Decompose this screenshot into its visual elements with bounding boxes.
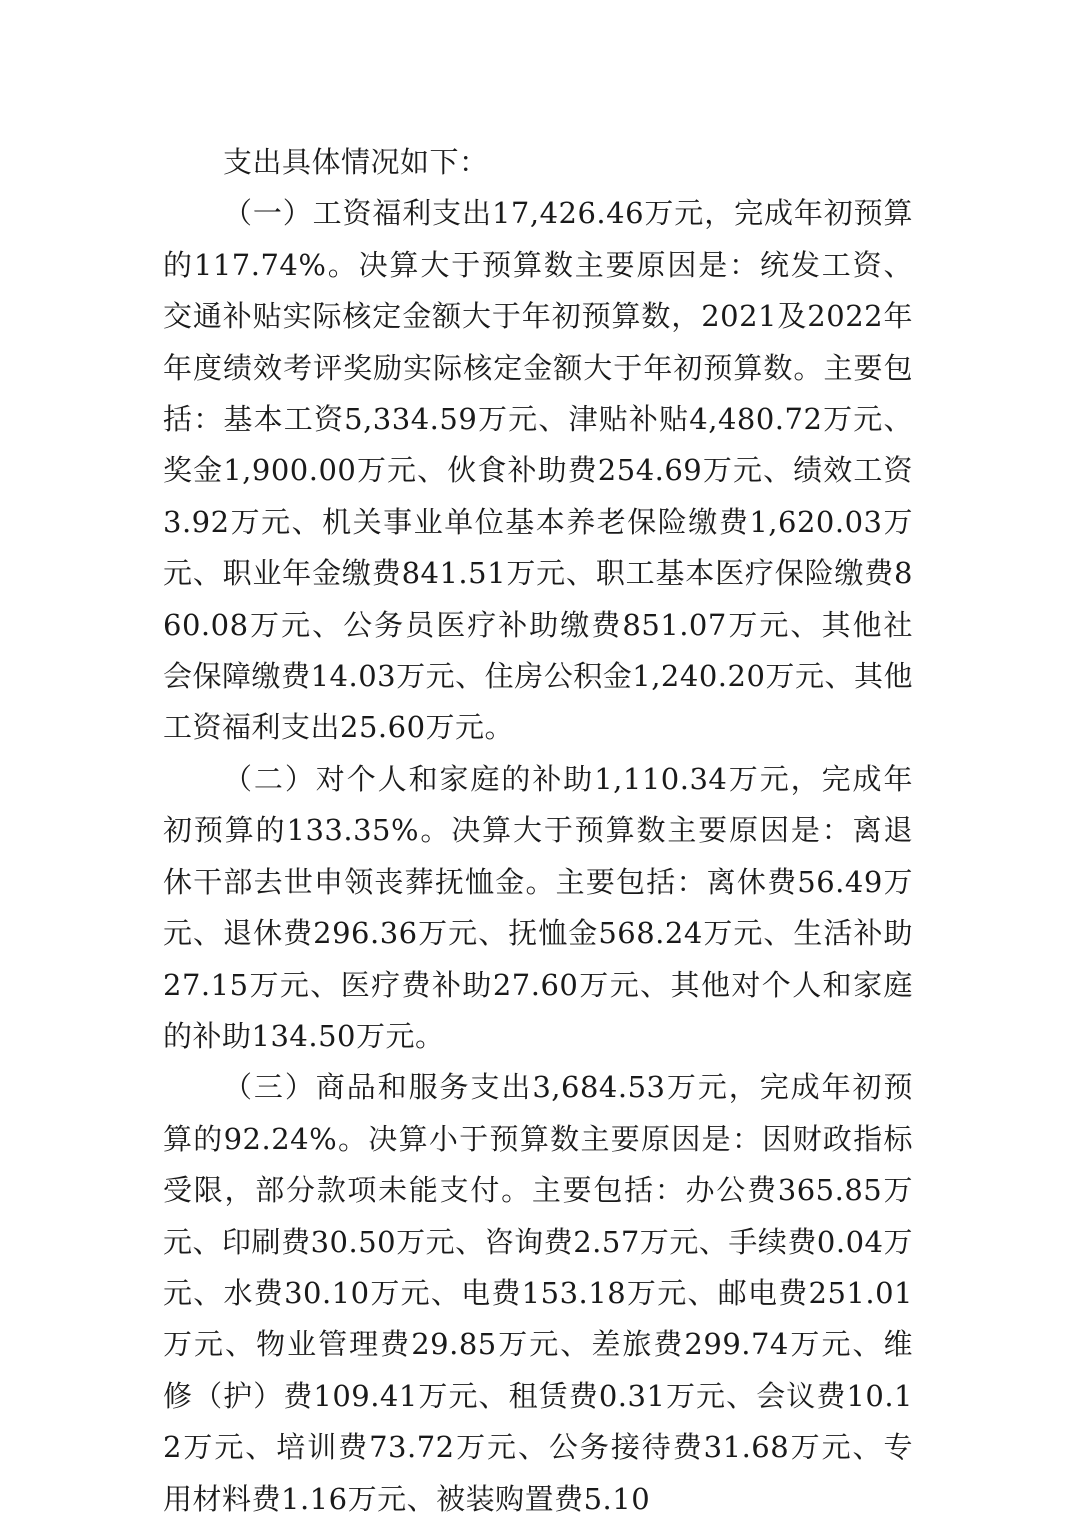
document-body: [163, 137, 913, 1525]
paragraph-intro: 支出具体情况如下：: [223, 145, 489, 179]
paragraph-household-subsidy: （二）对个人和家庭的补助1,110.34万元，完成年初预算的133.35%。决算大于预算数主要原因是：离退休干部去世申领丧葬抚恤金。主要包括：离休费56.49万元、退休费296.36万元、抚恤金568.24万元、生活补助27.15万元、医疗费补助27.60万元、其他对个人和家庭的补助134.50万元。: [163, 761, 913, 1053]
paragraph-goods-services: （三）商品和服务支出3,684.53万元，完成年初预算的92.24%。决算小于预算数主要原因是：因财政指标受限，部分款项未能支付。主要包括：办公费365.85万元、印刷费30.50万元、咨询费2.57万元、手续费0.04万元、水费30.10万元、电费153.18万元、邮电费251.01万元、物业管理费29.85万元、差旅费299.74万元、维修（护）费109.41万元、租赁费0.31万元、会议费10.12万元、培训费73.72万元、公务接待费31.68万元、专用材料费1.16万元、被装购置费5.10: [163, 1070, 913, 1516]
paragraph-wages-welfare: （一）工资福利支出17,426.46万元，完成年初预算的117.74%。决算大于预算数主要原因是：统发工资、交通补贴实际核定金额大于年初预算数，2021及2022年年度绩效考评奖励实际核定金额大于年初预算数。主要包括：基本工资5,334.59万元、津贴补贴4,480.72万元、奖金1,900.00万元、伙食补助费254.69万元、绩效工资3.92万元、机关事业单位基本养老保险缴费1,620.03万元、职业年金缴费841.51万元、职工基本医疗保险缴费860.08万元、公务员医疗补助缴费851.07万元、其他社会保障缴费14.03万元、住房公积金1,240.20万元、其他工资福利支出25.60万元。: [163, 196, 913, 745]
